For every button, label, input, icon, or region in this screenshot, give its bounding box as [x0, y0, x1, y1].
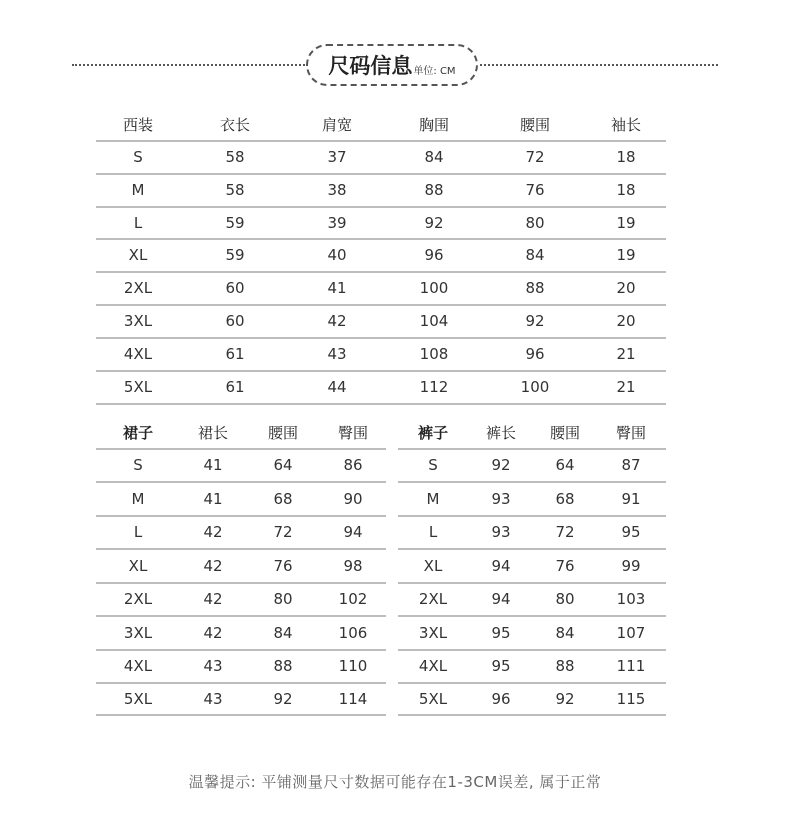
value-cell: 60	[225, 279, 245, 297]
col-header-pants-length: 裤长	[485, 423, 516, 442]
header-divider-left	[72, 64, 308, 66]
value-cell: 40	[327, 246, 347, 264]
col-header-waist: 腰围	[519, 115, 550, 134]
value-cell: 94	[491, 556, 511, 575]
value-cell: 38	[327, 180, 347, 199]
table-row	[96, 449, 386, 481]
value-cell: 88	[424, 180, 444, 199]
value-cell: 104	[419, 312, 449, 330]
size-cell: S	[133, 147, 143, 166]
value-cell: 95	[621, 523, 641, 541]
value-cell: 72	[273, 523, 293, 541]
size-cell: 3XL	[123, 312, 153, 330]
value-cell: 68	[273, 489, 293, 508]
value-cell: 90	[343, 489, 363, 508]
table-row	[96, 482, 386, 515]
size-cell: 3XL	[123, 623, 153, 642]
table-row	[96, 683, 386, 715]
size-cell: S	[428, 456, 438, 474]
value-cell: 102	[338, 590, 368, 608]
value-cell: 92	[273, 690, 293, 708]
skirt-header-row	[96, 418, 386, 446]
value-cell: 88	[273, 657, 293, 675]
value-cell: 88	[525, 279, 545, 297]
size-info-title	[306, 44, 478, 86]
size-cell: XL	[128, 246, 148, 264]
col-header-sleeve: 袖长	[610, 115, 641, 134]
value-cell: 42	[327, 312, 347, 330]
value-cell: 84	[273, 623, 293, 642]
value-cell: 58	[225, 147, 245, 166]
value-cell: 107	[616, 623, 646, 642]
size-cell: L	[133, 523, 143, 541]
value-cell: 41	[327, 279, 347, 297]
value-cell: 92	[555, 690, 575, 708]
value-cell: 86	[343, 456, 363, 474]
table-row	[96, 141, 666, 172]
col-header-shoulder: 肩宽	[321, 115, 352, 134]
col-header-suit: 西装	[122, 115, 153, 134]
value-cell: 114	[338, 690, 368, 708]
value-cell: 84	[555, 623, 575, 642]
pants-size-table	[398, 418, 666, 716]
value-cell: 95	[491, 623, 511, 642]
value-cell: 64	[273, 456, 293, 474]
value-cell: 42	[203, 523, 223, 541]
value-cell: 43	[203, 657, 223, 675]
suit-header-row	[96, 110, 666, 138]
value-cell: 44	[327, 378, 347, 396]
value-cell: 61	[225, 378, 245, 396]
value-cell: 19	[616, 246, 636, 264]
col-header-chest: 胸围	[418, 115, 449, 134]
table-row	[96, 549, 386, 582]
value-cell: 42	[203, 590, 223, 608]
size-cell: M	[426, 489, 440, 508]
value-cell: 21	[616, 345, 636, 363]
value-cell: 72	[525, 147, 545, 166]
value-cell: 43	[327, 345, 347, 363]
size-cell: M	[131, 180, 145, 199]
size-cell: L	[428, 523, 438, 541]
value-cell: 20	[616, 312, 636, 330]
size-cell: 4XL	[123, 657, 153, 675]
value-cell: 60	[225, 312, 245, 330]
size-cell: 3XL	[418, 623, 448, 642]
value-cell: 72	[555, 523, 575, 541]
value-cell: 100	[419, 279, 449, 297]
value-cell: 43	[203, 690, 223, 708]
value-cell: 39	[327, 213, 347, 232]
measurement-note: 温馨提示: 平铺测量尺寸数据可能存在1-3CM误差, 属于正常	[188, 773, 602, 791]
value-cell: 20	[616, 279, 636, 297]
value-cell: 59	[225, 213, 245, 232]
value-cell: 96	[491, 690, 511, 708]
value-cell: 68	[555, 489, 575, 508]
table-row	[96, 650, 386, 682]
col-header-waist: 腰围	[267, 423, 298, 442]
table-row	[96, 305, 666, 337]
table-row	[398, 516, 666, 548]
value-cell: 93	[491, 523, 511, 541]
value-cell: 76	[555, 556, 575, 575]
value-cell: 76	[273, 556, 293, 575]
value-cell: 64	[555, 456, 575, 474]
value-cell: 96	[525, 345, 545, 363]
value-cell: 37	[327, 147, 347, 166]
size-cell: XL	[423, 556, 443, 575]
value-cell: 80	[525, 213, 545, 232]
size-cell: 5XL	[123, 378, 153, 396]
table-rule	[96, 403, 666, 405]
table-row	[96, 207, 666, 238]
value-cell: 19	[616, 213, 636, 232]
value-cell: 92	[491, 456, 511, 474]
value-cell: 92	[424, 213, 444, 232]
col-header-length: 衣长	[219, 115, 250, 134]
col-header-hip: 臀围	[615, 423, 646, 442]
value-cell: 94	[343, 523, 363, 541]
table-row	[398, 549, 666, 582]
value-cell: 111	[616, 657, 646, 675]
table-row	[96, 616, 386, 649]
value-cell: 80	[273, 590, 293, 608]
pants-header-row	[398, 418, 666, 446]
col-header-waist: 腰围	[549, 423, 580, 442]
skirt-size-table	[96, 418, 386, 716]
value-cell: 95	[491, 657, 511, 675]
table-row	[398, 683, 666, 715]
value-cell: 87	[621, 456, 641, 474]
page-title: 尺码信息	[328, 54, 413, 78]
size-cell: S	[133, 456, 143, 474]
header-divider-right	[480, 64, 718, 66]
table-row	[96, 272, 666, 304]
table-row	[398, 650, 666, 682]
size-cell: L	[133, 213, 143, 232]
table-row	[398, 449, 666, 481]
size-cell: 2XL	[123, 279, 153, 297]
value-cell: 61	[225, 345, 245, 363]
value-cell: 88	[555, 657, 575, 675]
value-cell: 92	[525, 312, 545, 330]
value-cell: 42	[203, 556, 223, 575]
size-cell: 5XL	[418, 690, 448, 708]
value-cell: 18	[616, 180, 636, 199]
value-cell: 76	[525, 180, 545, 199]
table-row	[96, 338, 666, 370]
table-row	[96, 583, 386, 615]
table-rule	[96, 714, 386, 716]
value-cell: 98	[343, 556, 363, 575]
value-cell: 59	[225, 246, 245, 264]
col-header-skirt: 裙子	[122, 423, 153, 442]
size-cell: 4XL	[418, 657, 448, 675]
size-cell: M	[131, 489, 145, 508]
table-row	[398, 616, 666, 649]
col-header-hip: 臀围	[337, 423, 368, 442]
table-row	[96, 516, 386, 548]
col-header-pants: 裤子	[417, 423, 448, 442]
value-cell: 110	[338, 657, 368, 675]
table-row	[96, 239, 666, 271]
value-cell: 84	[424, 147, 444, 166]
size-cell: 4XL	[123, 345, 153, 363]
size-cell: XL	[128, 556, 148, 575]
size-cell: 2XL	[418, 590, 448, 608]
table-rule	[398, 714, 666, 716]
value-cell: 18	[616, 147, 636, 166]
unit-label: 单位: CM	[413, 65, 456, 77]
value-cell: 41	[203, 456, 223, 474]
value-cell: 106	[338, 623, 368, 642]
value-cell: 58	[225, 180, 245, 199]
table-row	[398, 482, 666, 515]
value-cell: 112	[419, 378, 449, 396]
value-cell: 21	[616, 378, 636, 396]
value-cell: 96	[424, 246, 444, 264]
value-cell: 41	[203, 489, 223, 508]
suit-size-table	[96, 110, 666, 405]
value-cell: 115	[616, 690, 646, 708]
value-cell: 80	[555, 590, 575, 608]
value-cell: 84	[525, 246, 545, 264]
value-cell: 42	[203, 623, 223, 642]
col-header-skirt-length: 裙长	[197, 423, 228, 442]
table-row	[96, 371, 666, 403]
value-cell: 100	[520, 378, 550, 396]
table-row	[398, 583, 666, 615]
size-cell: 2XL	[123, 590, 153, 608]
table-row	[96, 174, 666, 205]
value-cell: 94	[491, 590, 511, 608]
value-cell: 99	[621, 556, 641, 575]
size-cell: 5XL	[123, 690, 153, 708]
value-cell: 108	[419, 345, 449, 363]
value-cell: 93	[491, 489, 511, 508]
value-cell: 103	[616, 590, 646, 608]
value-cell: 91	[621, 489, 641, 508]
